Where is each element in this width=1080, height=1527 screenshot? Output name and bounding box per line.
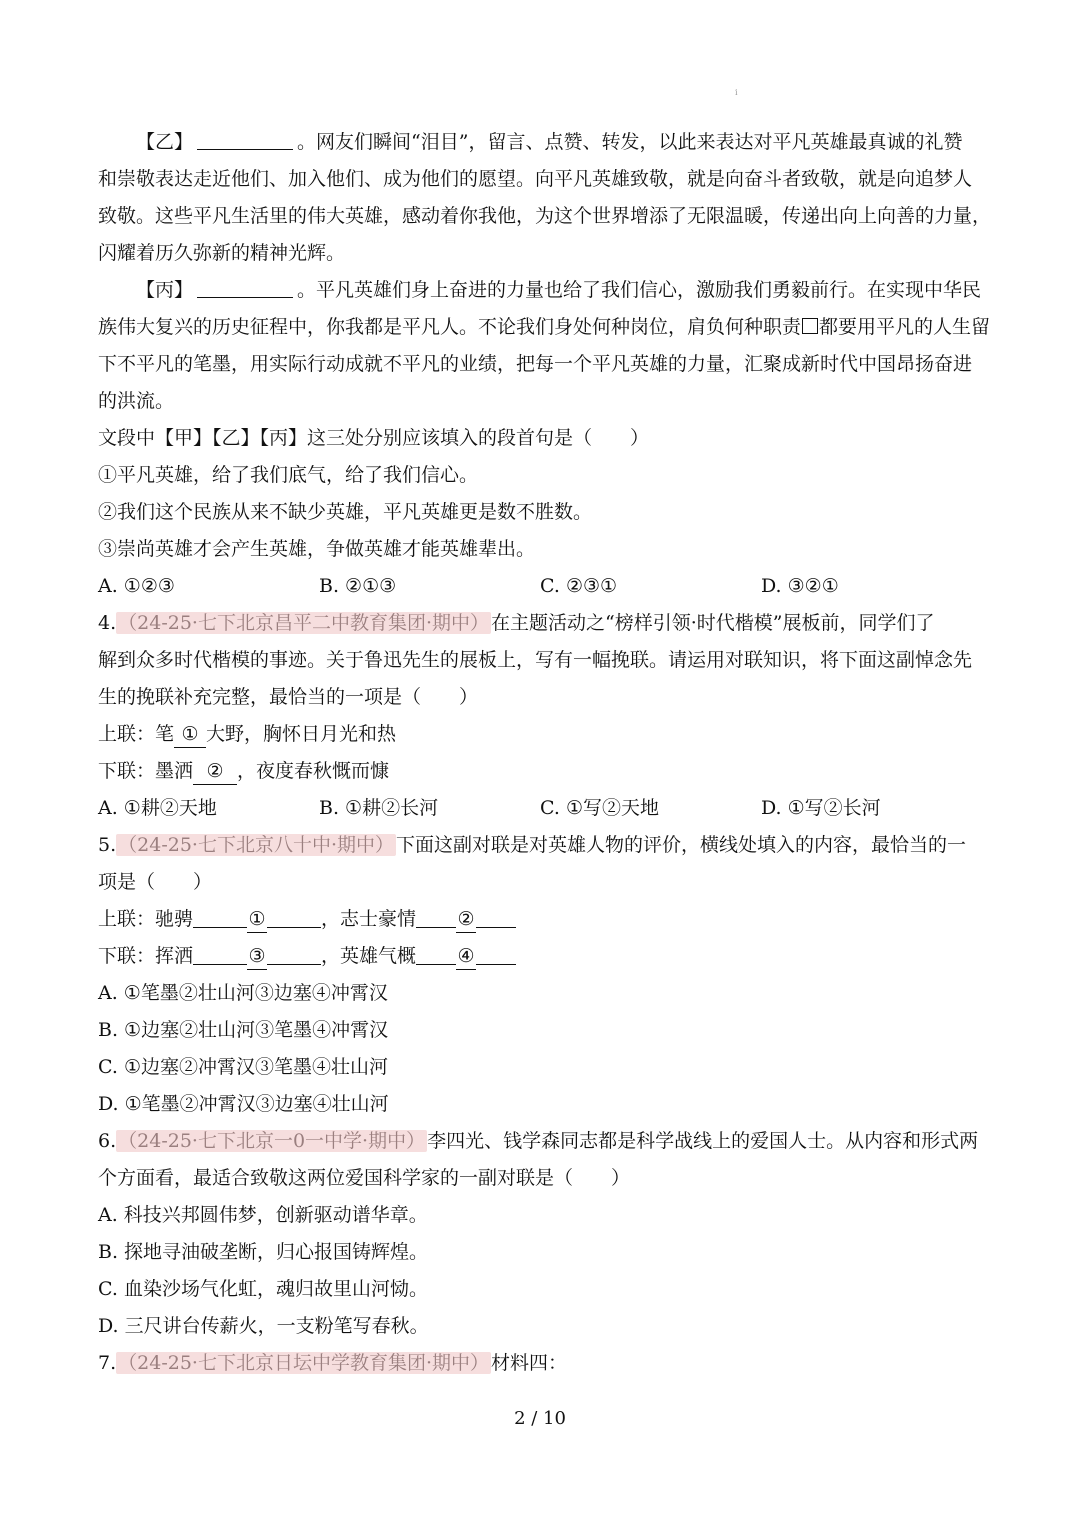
q5-blank-1: ① (247, 906, 267, 933)
q3-sentence-1: ①平凡英雄，给了我们底气，给了我们信心。 (98, 464, 479, 486)
q6-stem-line-1: 6. （24-25·七下北京一0一中学·期中） 李四光、钱学森同志都是科学战线上的爱国人士。从内容和形式两 (98, 1130, 979, 1152)
q3-option-b[interactable]: B. ②①③ (319, 575, 397, 597)
passage-bing-line-2: 族伟大复兴的历史征程中，你我都是平凡人。不论我们身处何种岗位，肩负何种职责 都要用平凡的人生留 (98, 316, 991, 338)
q3-option-c[interactable]: C. ②③① (540, 575, 618, 597)
q5-blank-3: ③ (247, 943, 267, 970)
missing-char-box (802, 318, 818, 334)
yi-label: 【乙】 (136, 131, 194, 153)
q5-blank-4: ④ (456, 943, 476, 970)
q5-lower-couplet: 下联：挥洒 ③ ，英雄气概 ④ (98, 938, 988, 975)
q3-stem: 文段中【甲】【乙】【丙】这三处分别应该填入的段首句是（ ） (98, 427, 650, 449)
q6-source-tag: （24-25·七下北京一0一中学·期中） (118, 1130, 426, 1152)
page-number: 2 / 10 (514, 1408, 566, 1429)
q6-number: 6. (98, 1130, 117, 1152)
bing-blank (197, 277, 293, 298)
passage-bing-line-4: 的洪流。 (98, 390, 175, 412)
q3-sentence-2: ②我们这个民族从来不缺少英雄，平凡英雄更是数不胜数。 (98, 501, 593, 523)
q4-option-a[interactable]: A. ①耕②天地 (98, 797, 217, 819)
q4-option-c[interactable]: C. ①写②天地 (540, 797, 659, 819)
q4-blank-1: ① (174, 721, 206, 748)
q6-stem-line-2: 个方面看，最适合致敬这两位爱国科学家的一副对联是（ ） (98, 1167, 631, 1189)
passage-bing-line-3: 下不平凡的笔墨，用实际行动成就不平凡的业绩，把每一个平凡英雄的力量，汇聚成新时代中国昂扬奋进 (98, 353, 973, 375)
q4-lower-couplet: 下联：墨洒 ② ，夜度春秋慨而慷 (98, 753, 988, 790)
q5-number: 5. (98, 834, 117, 856)
q7-stem-line-1: 7. （24-25·七下北京日坛中学教育集团·期中） 材料四： (98, 1352, 568, 1374)
q5-stem-line-2: 项是（ ） (98, 871, 213, 893)
passage-yi-line-2: 和崇敬表达走近他们、加入他们、成为他们的愿望。向平凡英雄致敬，就是向奋斗者致敬，就是向追梦人 (98, 168, 973, 190)
q5-blank-2: ② (456, 906, 476, 933)
q4-option-d[interactable]: D. ①写②长河 (761, 797, 881, 819)
q5-stem-line-1: 5. （24-25·七下北京八十中·期中） 下面这副对联是对英雄人物的评价，横线处填入的内容，最恰当的一 (98, 834, 967, 856)
q6-option-b[interactable]: B. 探地寻油破垄断，归心报国铸辉煌。 (98, 1241, 429, 1263)
q6-option-c[interactable]: C. 血染沙场气化虹，魂归故里山河恸。 (98, 1278, 428, 1300)
yi-blank (197, 129, 293, 150)
q3-option-d[interactable]: D. ③②① (761, 575, 839, 597)
q4-blank-2: ② (193, 758, 237, 785)
q4-stem-line-1: 4. （24-25·七下北京昌平二中教育集团·期中） 在主题活动之“榜样引领·时代楷模”展板前，同学们了 (98, 612, 935, 634)
q5-option-b[interactable]: B. ①边塞②壮山河③笔墨④冲霄汉 (98, 1019, 389, 1041)
bing-label: 【丙】 (136, 279, 194, 301)
q3-sentence-3: ③崇尚英雄才会产生英雄，争做英雄才能英雄辈出。 (98, 538, 536, 560)
q5-option-c[interactable]: C. ①边塞②冲霄汉③笔墨④壮山河 (98, 1056, 388, 1078)
q4-stem-line-3: 生的挽联补充完整，最恰当的一项是（ ） (98, 686, 479, 708)
passage-bing-line-1: 【丙】 。平凡英雄们身上奋进的力量也给了我们信心，激励我们勇毅前行。在实现中华民 (136, 279, 982, 301)
q5-source-tag: （24-25·七下北京八十中·期中） (118, 834, 394, 856)
corner-mark: i (735, 88, 738, 97)
q5-upper-couplet: 上联：驰骋 ① ，志士豪情 ② (98, 901, 988, 938)
q5-option-a[interactable]: A. ①笔墨②壮山河③边塞④冲霄汉 (98, 982, 388, 1004)
q3-option-a[interactable]: A. ①②③ (98, 575, 175, 597)
passage-yi-line-1: 【乙】 。网友们瞬间“泪目”，留言、点赞、转发，以此来表达对平凡英雄最真诚的礼赞 (136, 131, 963, 153)
q4-number: 4. (98, 612, 117, 634)
q3-options (98, 568, 988, 605)
passage-yi-line-4: 闪耀着历久弥新的精神光辉。 (98, 242, 346, 264)
q7-source-tag: （24-25·七下北京日坛中学教育集团·期中） (118, 1352, 489, 1374)
q4-options (98, 790, 988, 827)
q4-stem-line-2: 解到众多时代楷模的事迹。关于鲁迅先生的展板上，写有一幅挽联。请运用对联知识，将下面这副悼念先 (98, 649, 973, 671)
page-content (98, 124, 992, 1382)
q6-option-d[interactable]: D. 三尺讲台传薪火，一支粉笔写春秋。 (98, 1315, 429, 1337)
passage-yi-line-3: 致敬。这些平凡生活里的伟大英雄，感动着你我他，为这个世界增添了无限温暖，传递出向上向善的力量， (98, 205, 992, 227)
q4-source-tag: （24-25·七下北京昌平二中教育集团·期中） (118, 612, 489, 634)
q6-option-a[interactable]: A. 科技兴邦圆伟梦，创新驱动谱华章。 (98, 1204, 428, 1226)
q5-option-d[interactable]: D. ①笔墨②冲霄汉③边塞④壮山河 (98, 1093, 389, 1115)
q7-number: 7. (98, 1352, 117, 1374)
q4-option-b[interactable]: B. ①耕②长河 (319, 797, 439, 819)
q4-upper-couplet: 上联：笔 ① 大野，胸怀日月光和热 (98, 716, 988, 753)
